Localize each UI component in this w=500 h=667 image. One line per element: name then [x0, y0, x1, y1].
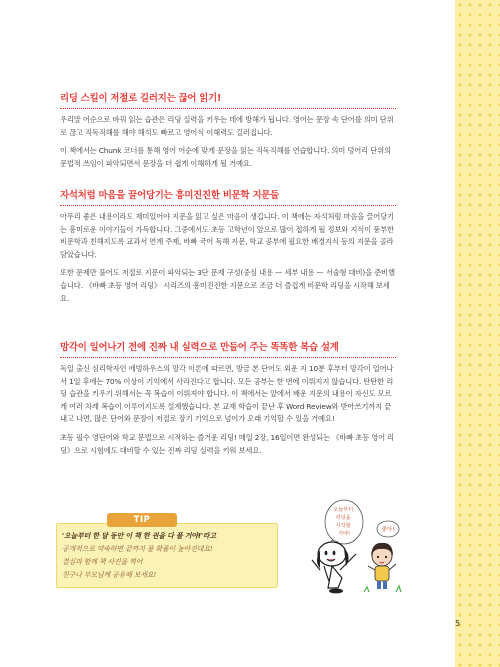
grass-decoration [364, 586, 401, 592]
decorative-dotted-strip [455, 0, 500, 667]
dog-speech-text: 거야! [337, 531, 351, 537]
section-heading: 자석처럼 마음을 끌어당기는 흥미진진한 비문학 지문들 [60, 189, 396, 206]
tip-line: 친구나 부모님께 공유해 보세요! [62, 571, 156, 579]
tip-line: 공개적으로 약속하면 끝까지 풀 확률이 높아진대요! [62, 545, 213, 553]
section-heading: 리딩 스킬이 저절로 길러지는 끊어 읽기! [60, 92, 396, 109]
paragraph: 이 책에서는 Chunk 코너를 통해 영어 어순에 맞게 문장을 읽는 직독직해를 연습합니다. 의미 덩어리 단위의 문법적 쓰임이 파악되면서 문장을 더 쉽게 이해하게 될 거예요. [60, 146, 391, 168]
section-nonfiction-passages [60, 189, 396, 311]
cartoon-illustration [284, 496, 412, 596]
tip-badge: TIP [107, 513, 177, 527]
paragraph: 아무리 좋은 내용이라도 재미있어야 지문을 읽고 싶은 마음이 생깁니다. 이 책에는 자석처럼 마음을 끌어당기는 흥미로운 이야기들이 가득합니다. 그중에서도 초등 고학년이 앞으로 많이 접하게 될 정보와 지식이 풍부한 비문학과 친해지도록 교과서 연계 주제, 바빠 국어 독해 지문, 학교 공부에 필요한 배경지식 등의 지문을 골라 담았습니다. [60, 212, 394, 259]
paragraph: 초등 필수 영단어와 학교 문법으로 시작하는 즐거운 리딩! 매일 2장, 16일이면 완성되는 《바빠 초등 영어 리딩》으로 시험에도 대비할 수 있는 진짜 리딩 실력을 키워 보세요. [60, 432, 395, 455]
page-number: 5 [455, 619, 461, 628]
paragraph: 우리말 어순으로 바꿔 읽는 습관은 리딩 실력을 키우는 데에 방해가 됩니다. 영어는 문장 속 단어를 의미 단위로 끊고 직독직해를 해야 해석도 빠르고 영어식 이해력도 길러집니다. [60, 115, 394, 137]
dog-speech-text: 리딩을 [335, 515, 351, 521]
dog-speech-text: 오늘부터 [333, 507, 354, 513]
girl-speech-text: 좋아! [381, 527, 395, 533]
dog-character [312, 542, 356, 593]
tip-line: '오늘부터 한 달 동안 이 책 한 권을 다 풀 거야!'라고 [62, 532, 216, 540]
section-heading: 망각이 일어나기 전에 진짜 내 실력으로 만들어 주는 똑똑한 복습 설계 [60, 341, 396, 358]
section-chunk-reading [60, 92, 396, 176]
tip-line: 결심과 함께 책 사진을 찍어 [62, 558, 143, 566]
girl-character [368, 543, 396, 589]
paragraph: 또한 문제만 풀어도 저절로 지문이 파악되는 3단 문제 구성(중심 내용 — 세부 내용 — 서술형 대비)을 준비했습니다. 《바빠 초등 영어 리딩》 시리즈의 흥미진진한 지문으로 조금 더 즐겁게 비문학 리딩을 시작해 보세요. [60, 268, 395, 303]
section-review-design [60, 341, 396, 463]
dog-speech-text: 시작할 [335, 523, 351, 529]
paragraph: 독일 출신 심리학자인 에빙하우스의 망각 이론에 따르면, 방금 본 단어도 외운 지 10분 후부터 망각이 일어나서 1일 후에는 70% 이상이 기억에서 사라진다고 합니다. 모든 공부는 한 번에 이뤄지지 않습니다. 탄탄한 리딩 습관을 키우기 위해서는 꼭 복습이 이뤄져야 합니다. 이 책에서는 앞에서 배운 지문의 내용이 자신도 모르게 여러 차례 복습이 이루어지도록 설계했습니다. 본 교재 학습이 끝난 후 Word Review와 받아쓰기까지 끝내고 나면, 많은 단어와 문장이 저절로 장기 기억으로 넘어가 오래 기억할 수 있을 거예요! [60, 364, 394, 424]
